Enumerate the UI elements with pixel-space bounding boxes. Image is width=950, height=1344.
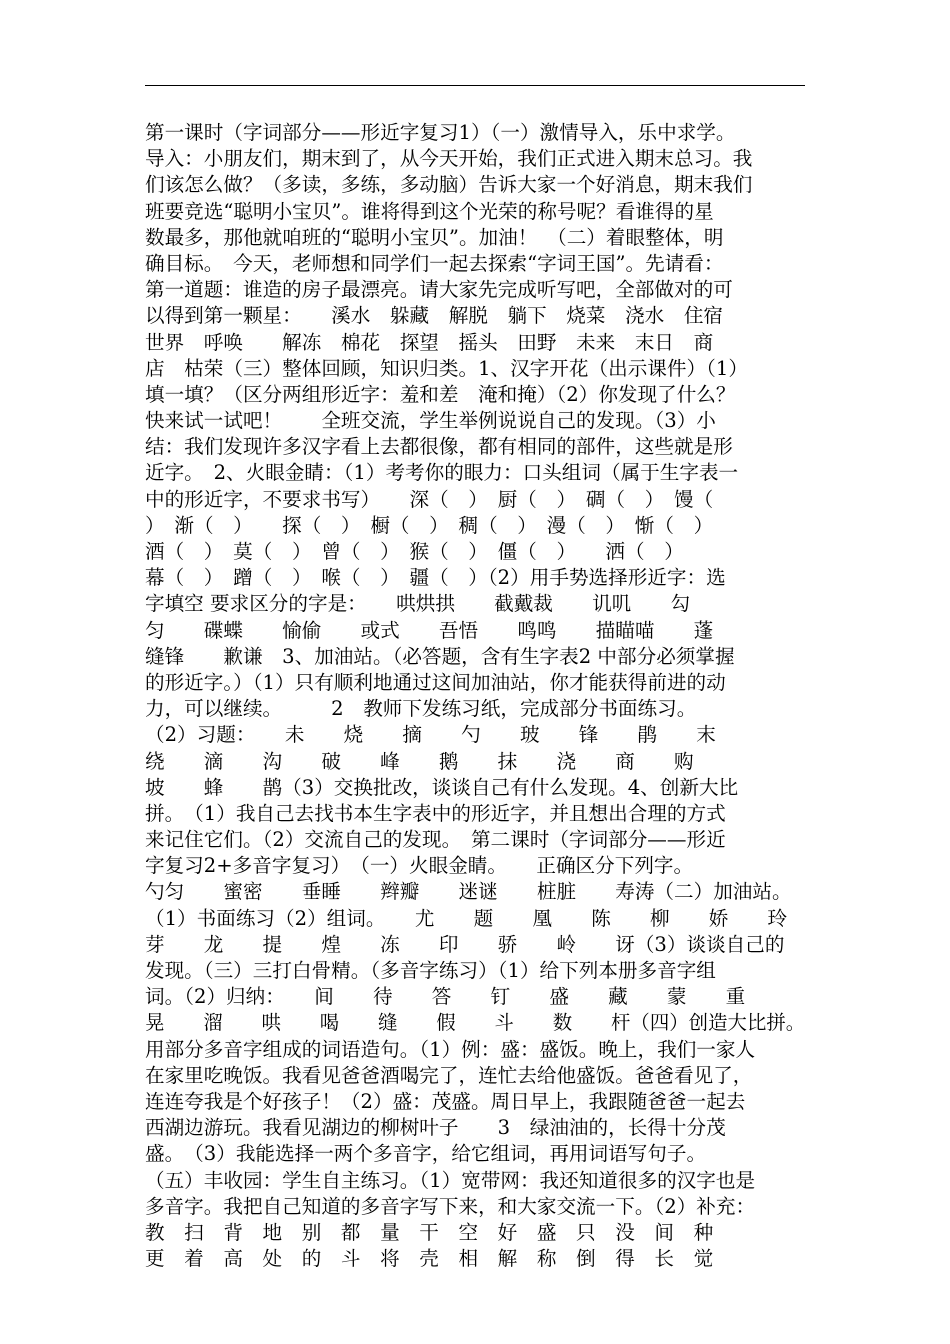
- text-line: 中的形近字，不要求书写） 深（ ） 厨（ ） 碉（ ） 馒（: [145, 487, 714, 511]
- text-line: 缝锋 歉谦 3、加油站。（必答题，含有生字表2 中部分必须掌握: [145, 644, 735, 668]
- text-line: 在家里吃晚饭。我看见爸爸酒喝完了，连忙去给他盛饭。爸爸看见了，: [145, 1063, 753, 1087]
- text-line: 匀 碟蝶 愉偷 或式 吾悟 鸣鸣 描瞄喵 蓬: [145, 618, 714, 642]
- text-line: 结：我们发现许多汉字看上去都很像，都有相同的部件，这些就是形: [145, 435, 733, 459]
- text-line: 连连夸我是个好孩子！（2）盛：茂盛。周日早上，我跟随爸爸一起去: [145, 1089, 746, 1113]
- text-line: 拼。 （1）我自己去找书本生字表中的形近字，并且想出合理的方式: [145, 801, 726, 825]
- text-line: 力，可以继续。 2 教师下发练习纸，完成部分书面练习。: [145, 697, 697, 721]
- text-line: （五）丰收园：学生自主练习。（1）宽带网：我还知道很多的汉字也是: [145, 1168, 756, 1192]
- text-line: 词。（2）归纳： 间 待 答 钉 盛 藏 蒙 重: [145, 985, 746, 1009]
- text-line: 晃 溜 哄 喝 缝 假 斗 数 杆（四）创造大比拼。: [145, 1011, 806, 1035]
- text-line: 字复习2+多音字复习） （一）火眼金睛。 正确区分下列字。: [145, 854, 694, 878]
- text-line: 第一课时（字词部分——形近字复习1）（一）激情导入，乐中求学。: [145, 121, 736, 144]
- text-line: 快来试一试吧！ 全班交流，学生举例说说自己的发现。（3）小: [145, 409, 716, 433]
- text-line: 绕 滴 沟 破 峰 鹅 抹 浇 商 购: [145, 749, 694, 773]
- header-rule: [145, 85, 805, 86]
- text-line: 盛。 （3）我能选择一两个多音字，给它组词，再用词语写句子。: [145, 1142, 707, 1166]
- text-line: 幕（ ） 蹭（ ） 喉（ ） 疆（ ）（2）用手势选择形近字：选: [145, 566, 726, 590]
- text-line: 世界 呼唤 解冻 棉花 探望 摇头 田野 未来 末日 商: [145, 330, 714, 354]
- text-line: 西湖边游玩。我看见湖边的柳树叶子 3 绿油油的，长得十分茂: [145, 1116, 726, 1140]
- text-line: 数最多，那他就咱班的“聪明小宝贝”。加油！ （二）着眼整体，明: [145, 225, 724, 249]
- text-line: ） 渐（ ） 探（ ） 橱（ ） 稠（ ） 漫（ ） 惭（ ）: [145, 513, 714, 537]
- text-line: 导入：小朋友们，期末到了，从今天开始，我们正式进入期末总习。我: [145, 147, 753, 171]
- text-line: 以得到第一颗星： 溪水 躲藏 解脱 躺下 烧菜 浇水 住宿: [145, 304, 724, 328]
- text-line: 芽 龙 提 煌 冻 印 骄 岭 讶（3）谈谈自己的: [145, 932, 785, 956]
- text-line: （2）习题： 未 烧 摘 勺 玻 锋 鹃 末: [145, 723, 716, 747]
- text-line: 坡 蜂 鹊（3）交换批改，谈谈自己有什么发现。4、创新大比: [145, 775, 739, 799]
- text-line: 多音字。我把自己知道的多音字写下来，和大家交流一下。（2）补充：: [145, 1194, 756, 1218]
- text-line: 近字。 2、火眼金睛：（1）考考你的眼力：口头组词（属于生字表一: [145, 461, 739, 485]
- text-line: 第一道题：谁造的房子最漂亮。请大家先完成听写吧，全部做对的可: [145, 278, 733, 302]
- document-body: [145, 120, 805, 1272]
- text-line: 的形近字。）（1）只有顺利地通过这间加油站，你才能获得前进的动: [145, 670, 726, 694]
- text-line: 填一填？（区分两组形近字：羞和差 淹和掩）（2）你发现了什么？: [145, 382, 736, 406]
- text-line: 教 扫 背 地 别 都 量 干 空 好 盛 只 没 间 种: [145, 1220, 714, 1244]
- text-line: 用部分多音字组成的词语造句。（1）例：盛：盛饭。晚上，我们一家人: [145, 1037, 756, 1061]
- text-line: 店 枯荣（三）整体回顾，知识归类。1、汉字开花（出示课件）（1）: [145, 356, 748, 380]
- text-line: 勺匀 蜜密 垂睡 辫瓣 迷谜 桩脏 寿涛（二）加油站。: [145, 880, 792, 904]
- text-line: 确目标。 今天，老师想和同学们一起去探索“字词王国”。先请看：: [145, 251, 724, 275]
- text-line: 班要竞选“聪明小宝贝”。谁将得到这个光荣的称号呢？看谁得的星: [145, 199, 714, 223]
- text-line: 酒（ ） 莫（ ） 曾（ ） 猴（ ） 僵（ ） 洒（ ）: [145, 540, 684, 563]
- text-line: 们该怎么做？（多读，多练，多动脑）告诉大家一个好消息，期末我们: [145, 173, 753, 197]
- text-line: （1）书面练习（2）组词。 尤 题 凰 陈 柳 娇 玲: [145, 906, 788, 930]
- text-line: 来记住它们。（2）交流自己的发现。 第二课时（字词部分——形近: [145, 828, 726, 852]
- text-line: 字填空 要求区分的字是： 哄烘拱 截戴裁 讥叽 勾: [145, 592, 691, 616]
- text-line: 发现。（三）三打白骨精。（多音字练习）（1）给下列本册多音字组: [145, 959, 716, 982]
- text-line: 更 着 高 处 的 斗 将 壳 相 解 称 倒 得 长 觉: [145, 1247, 714, 1271]
